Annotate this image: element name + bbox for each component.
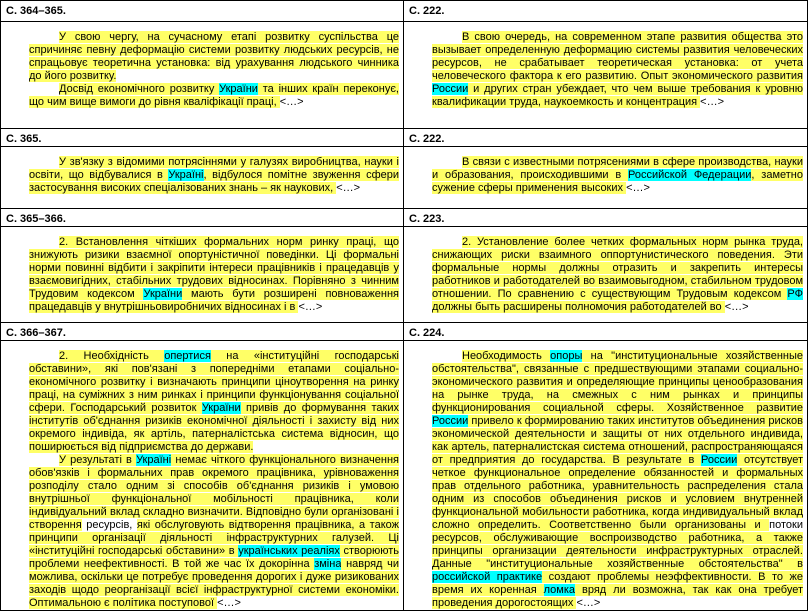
text-segment: В связи с известными потрясениями в сфере производства, науки и образования, происходившими в [432,156,803,181]
text-segment: <…> [626,182,650,194]
text-segment: создают проблемы неэффективности. В то же время их коренная [432,571,803,596]
highlighted-term: України [143,288,183,300]
header-left-2: С. 365. [0,129,404,147]
highlighted-term: Российской Федерации [628,169,752,181]
highlighted-term: российской практике [432,571,543,583]
highlighted-term: України [201,402,241,414]
highlighted-term: Україні [136,454,172,466]
text-segment: навряд чи можлива, оскільки це потребує проведення дорогих і дуже ризикованих заходів щодо реорганізації всієї інфраструктурної системи економіки. Оптимальною є політика поступової [29,558,399,609]
paragraph [432,350,803,610]
text-segment: мають бути розширені повноваження працедавців у внутрішньовиробничих відносинах і в [29,288,399,313]
text-segment: привело к формированию таких институтов объединения рисков экономической деятельности и защиты от них отдельного индивида, как артель, патерналистская система отношений, распространяющаяся от предприятия до государства. В результате в [432,415,803,466]
text-segment: В свою очередь, на современном этапе развития общества это вызывает определенную деформацию системы развития человеческих ресурсов, не срабатывает теоретическая установка: от учета человеческого фактора к его развитию. Опыт экономического развития [432,31,803,82]
text-segment: 2. Необхідність [59,350,165,362]
text-segment: потоки [769,519,803,531]
paragraph [432,31,803,109]
highlighted-term: России [432,415,469,427]
text-segment: 2. Встановлення чіткіших формальних норм ринку праці, що знижують ризики взаємної опортуністичної поведінки. Ці формальні норми повинні відбити і закріпити інтереси працівників і працедавців у взаємовигідних, стабільних трудових відносинах. Порівняно з чинним Трудовим кодексом [29,236,399,300]
text-left-3 [0,227,404,323]
text-segment: , заметно сужение сферы применения высоких [432,169,803,194]
text-segment: ресурсів, [81,519,137,531]
highlighted-term: России [432,83,469,95]
text-segment: Необходимость [462,350,551,362]
paragraph [29,236,399,314]
text-segment: У зв'язку з відомими потрясіннями у галузях виробництва, науки і освіти, що відбувалися в [29,156,399,181]
highlighted-term: України [219,83,258,95]
text-left-2 [0,147,404,209]
text-segment: на «інституційні господарські обставини», які пов'язані з попередніми етапами соціально-економічного розвитку і визначають принципи ціноутворення на ринку праці, на суміжних з ним ринках і принципи функціонування соціальної сфери. Господарський розвиток [29,350,399,414]
header-right-1: С. 222. [404,0,808,22]
header-left-3: С. 365–366. [0,209,404,227]
text-segment: вряд ли возможна, так как она требует проведения дорогостоящих [432,584,803,609]
paragraph [29,350,399,454]
paragraph [432,156,803,195]
text-right-2 [404,147,808,209]
highlighted-term: ломка [543,584,576,596]
highlighted-term: опертися [164,350,211,362]
highlighted-term: России [701,454,738,466]
text-segment: <…> [724,301,749,313]
highlighted-term: Україні [168,169,204,181]
header-right-3: С. 223. [404,209,808,227]
text-segment: и других стран убеждает, что чем выше требования к уровню квалификации труда, наукоемкость и концентрация [432,83,803,108]
text-segment: , відбулося помітне звуження сфери застосування високих спеціалізованих знань – як наукових, [29,169,399,194]
text-segment: <…> [700,96,725,108]
highlighted-term: РФ [787,288,803,300]
paragraph [29,454,399,610]
text-segment: должны быть расширены полномочия работодателей во [432,301,725,313]
header-right-4: С. 224. [404,323,808,341]
highlighted-term: опоры [550,350,583,362]
text-segment: У результаті в [59,454,137,466]
text-segment: 2. Установление более четких формальных норм рынка труда, снижающих риски взаимного оппортунистического поведения. Эти формальные нормы должны отразить и закрепить интересы работников и работодателей во взаимовыгодном, стабильном трудовом отношении. По сравнению с существующим Трудовым кодексом [432,236,803,300]
text-segment: які обслуговують відтворення працівника, а також принципи організації діяльності інфраструктурних галузей. Ці «інституційні господарські обставини» в [29,519,399,557]
text-segment: У свою чергу, на сучасному етапі розвитку суспільства це спричиняє певну деформацію системи розвитку людських ресурсів, не спрацьовує теоретична установка: від урахування людського чинника до його розвитку. [29,31,399,82]
paragraph [29,156,399,195]
header-right-2: С. 222. [404,129,808,147]
text-segment: створюють проблеми неефективності. В той же час їх докорінна [29,545,399,570]
text-segment: та інших країн переконує, що чим вище вимоги до рівня кваліфікації праці, [29,83,399,108]
text-right-3 [404,227,808,323]
header-left-4: С. 366–367. [0,323,404,341]
paragraph [432,236,803,314]
text-segment: <…> [279,96,304,108]
text-segment: немає чіткого функціонального визначення обов'язків і формальних прав окремого працівника, урівноваження розподілу стало одним зі способів об'єднання ризиків і умовою внутрішньої функціональної мобільності працівника, коли індивідуальний вклад складно визначити. Відповідно були організовані і створення [29,454,400,531]
paragraph [29,83,399,109]
text-left-1 [0,22,404,129]
text-segment: <…> [576,597,601,609]
text-segment: на "институциональные хозяйственные обстоятельства", связанные с предшествующими этапами социально- экономического развития и определяющие принципы ценообразования на рынке труда, на смежных с ним рынках и принципы функционирования социальной сферы. Хозяйственное развитие [432,350,803,414]
text-left-4 [0,341,404,611]
text-segment: <…> [217,597,241,609]
paragraph [29,31,399,83]
text-segment: отсутствует четкое функциональное определение обязанностей и формальных прав отдельного работника, уравнительность распределения стала одним из способов объединения рисков и условием внутренней функциональной мобильности работника, когда индивидуальный вклад сложно определить. Соответственно были организованы и [432,454,803,531]
highlighted-term: зміна [314,558,342,570]
text-segment: ресурсов, обслуживающие воспроизводство работника, а также принципы организации деятельности инфраструктурных отраслей. Данные "институциональные хозяйственные обстоятельства" в [432,532,803,570]
header-left-1: С. 364–365. [0,0,404,22]
text-right-1 [404,22,808,129]
text-segment: <…> [336,182,361,194]
text-right-4 [404,341,808,611]
highlighted-term: українських реаліях [238,545,340,557]
text-segment: привів до формування таких інститутів об'єднання ризиків економічної діяльності і захисту від них окремого індивіда, як артіль, патерналістська система відносин, що поширюється від підприємства до держави. [29,402,399,453]
text-segment: <…> [298,301,323,313]
text-segment: Досвід економічного розвитку [59,83,220,95]
